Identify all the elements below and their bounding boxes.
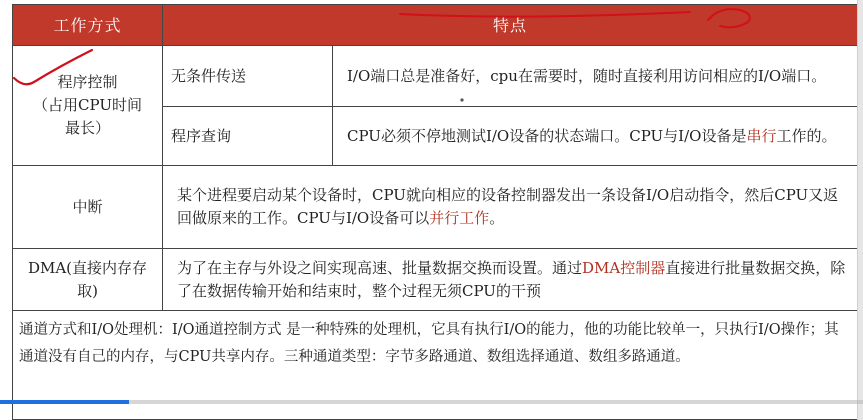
- video-progress-fill: [0, 400, 129, 404]
- highlight-parallel: 并行工作: [429, 209, 490, 227]
- desc-interrupt: [163, 166, 858, 249]
- window-edge: [857, 0, 863, 420]
- mode-interrupt: 中断: [13, 166, 163, 249]
- desc-text: 直接进行批量数据交换，除了在数据传输开始和结束时，整个过程无须CPU的干预: [177, 258, 846, 300]
- header-features: 特点: [163, 5, 858, 46]
- highlight-dma-controller: DMA控制器: [582, 258, 666, 277]
- mode-program-control: [13, 46, 163, 166]
- channel-note: 通道方式和I/O处理机：I/O通道控制方式 是一种特殊的处理机，它具有执行I/O的能力，他的功能比较单一，只执行I/O操作；其通道没有自己的内存，与CPU共享内存。三种通道类型：字节多路通道、数组选择通道、数组多路通道。: [19, 322, 839, 365]
- desc-text: 。: [489, 209, 505, 227]
- mode-label: 程序控制: [57, 73, 118, 91]
- header-mode: 工作方式: [13, 5, 163, 46]
- header-row: [13, 5, 858, 46]
- table-row: [13, 166, 858, 249]
- submode-unconditional: 无条件传送: [163, 46, 333, 107]
- table-row: [13, 249, 858, 311]
- video-progress-bar[interactable]: [0, 400, 863, 404]
- desc-polling: [333, 107, 858, 166]
- desc-unconditional: I/O端口总是准备好，cpu在需要时，随时直接利用访问相应的I/O端口。: [333, 46, 858, 107]
- io-modes-table: [12, 4, 858, 420]
- desc-text: 为了在主存与外设之间实现高速、批量数据交换而设置。通过: [177, 258, 583, 277]
- mode-note-line1: （占用CPU时间: [33, 96, 142, 114]
- highlight-serial: 串行: [746, 126, 777, 145]
- desc-text: CPU必须不停地测试I/O设备的状态端口。CPU与I/O设备是: [347, 126, 747, 145]
- desc-dma: [163, 249, 858, 311]
- submode-polling: 程序查询: [163, 107, 333, 166]
- mode-dma: DMA(直接内存存取): [13, 249, 163, 311]
- table-row: [13, 46, 858, 107]
- desc-text: 某个进程要启动某个设备时，CPU就向相应的设备控制器发出一条设备I/O启动指令，然后CPU又返回做原来的工作。CPU与I/O设备可以: [177, 186, 839, 227]
- desc-text: 工作的。: [776, 126, 837, 145]
- mode-note-line2: 最长）: [64, 119, 110, 137]
